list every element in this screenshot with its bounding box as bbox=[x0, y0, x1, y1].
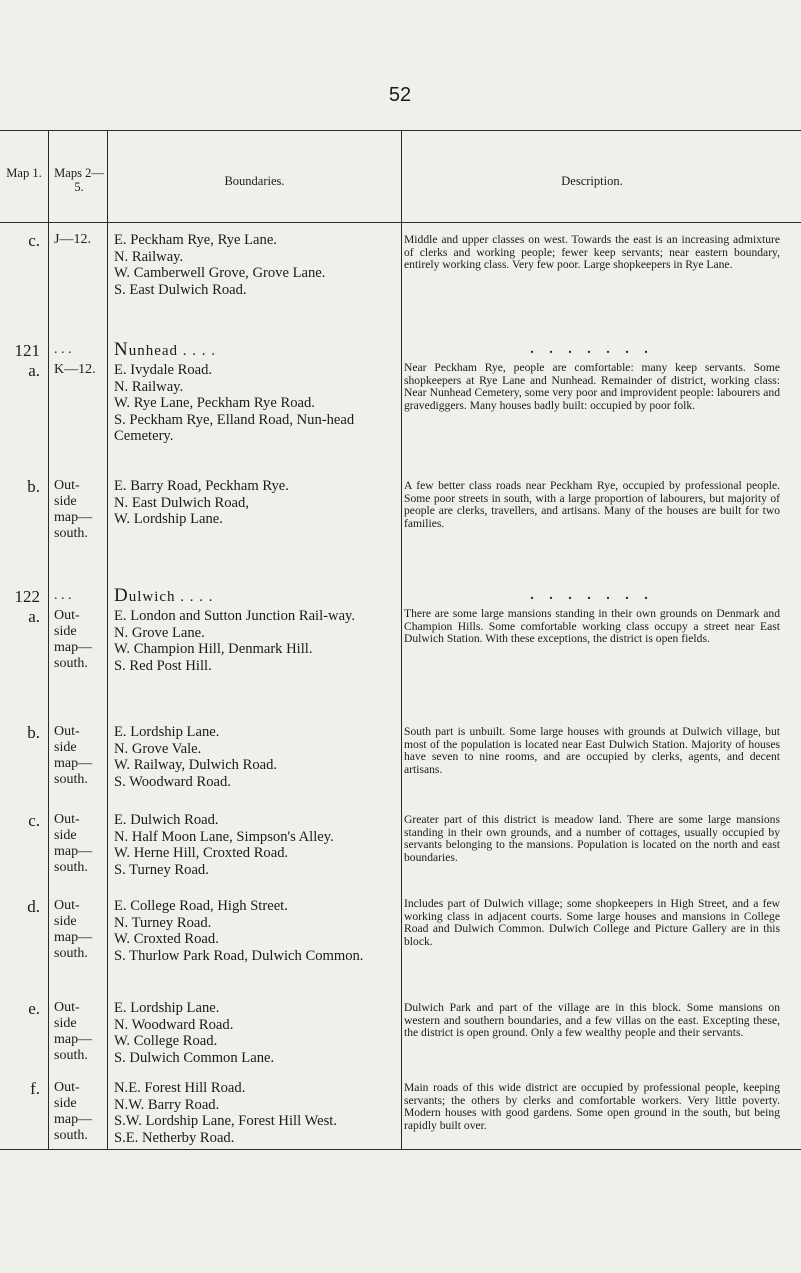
boundary-line: W. Railway, Dulwich Road. bbox=[114, 757, 278, 774]
boundaries-cell bbox=[114, 478, 400, 528]
boundary-line: W. Camberwell Grove, Grove Lane. bbox=[114, 265, 326, 282]
maps-line: . . . bbox=[54, 588, 72, 603]
maps-cell bbox=[54, 342, 108, 358]
maps-line: map— bbox=[54, 844, 93, 859]
map-cell: c. bbox=[28, 811, 40, 830]
maps-line: K—12. bbox=[54, 362, 96, 377]
map-cell: a. bbox=[28, 361, 40, 380]
boundaries-cell bbox=[114, 362, 400, 445]
boundary-line: E. Ivydale Road. bbox=[114, 362, 213, 378]
boundary-line: N. Railway. bbox=[114, 378, 184, 395]
maps-line: map— bbox=[54, 510, 93, 525]
description-cell: South part is unbuilt. Some large houses with grounds at Dulwich village, but most of the population is located near East Dulwich Station. Majority of houses have seven to nine rooms, and are occupied by clerks, agents, and decent artisans. bbox=[404, 725, 780, 776]
maps-cell bbox=[54, 724, 108, 788]
maps-cell bbox=[54, 362, 108, 378]
maps-line: side bbox=[54, 624, 77, 639]
table-bottom-rule bbox=[0, 1149, 801, 1150]
description-cell: . . . . . . . bbox=[530, 588, 654, 603]
boundary-line: S.W. Lordship Lane, Forest Hill West. bbox=[114, 1113, 337, 1130]
maps-line: south. bbox=[54, 1048, 88, 1063]
maps-cell bbox=[54, 1000, 108, 1064]
map-cell: 122 bbox=[14, 587, 40, 606]
maps-line: Out- bbox=[54, 1080, 80, 1095]
maps-line: side bbox=[54, 828, 77, 843]
description-cell: Dulwich Park and part of the village are in this block. Some mansions on western and southern boundaries, and a few villas on the east. Excepting these, the district is open ground. Only a few wealthy people and their servants. bbox=[404, 1001, 780, 1040]
boundaries-cell bbox=[114, 1080, 400, 1146]
maps-cell bbox=[54, 898, 108, 962]
boundary-line: S. Thurlow Park Road, Dulwich Common. bbox=[114, 947, 364, 964]
maps-line: map— bbox=[54, 756, 93, 771]
header-boundaries: Boundaries. bbox=[224, 174, 285, 188]
description-cell: Near Peckham Rye, people are comfortable: many keep servants. Some shopkeepers at Rye Lane and Nunhead. Remainder of district, working class: Near Nunhead Cemetery, some very poor and improvident people: labourers and gravediggers. Many houses badly built: occupied by poor folk. bbox=[404, 361, 780, 412]
boundary-line: N.W. Barry Road. bbox=[114, 1096, 220, 1113]
boundaries-cell bbox=[114, 339, 400, 360]
maps-line: J—12. bbox=[54, 232, 91, 247]
maps-line: side bbox=[54, 1096, 77, 1111]
header-description: Description. bbox=[561, 174, 623, 188]
boundaries-cell bbox=[114, 608, 400, 674]
maps-line: map— bbox=[54, 930, 93, 945]
boundary-line: W. College Road. bbox=[114, 1033, 218, 1050]
maps-line: south. bbox=[54, 526, 88, 541]
boundary-line: N. Grove Vale. bbox=[114, 740, 202, 757]
boundaries-cell bbox=[114, 1000, 400, 1066]
maps-cell bbox=[54, 588, 108, 604]
boundary-line: W. Lordship Lane. bbox=[114, 511, 223, 528]
maps-line: map— bbox=[54, 640, 93, 655]
maps-line: side bbox=[54, 494, 77, 509]
description-cell: There are some large mansions standing in their own grounds on Denmark and Champion Hills. Some comfortable working class occupy a street near East Dulwich Station. With these exceptions, the district is open fields. bbox=[404, 607, 780, 646]
maps-line: Out- bbox=[54, 724, 80, 739]
description-cell: A few better class roads near Peckham Rye, occupied by professional people. Some poor streets in south, with a large proportion of labourers, but majority of people are clerks, travellers, and artisans. Many of the houses are built for two families. bbox=[404, 479, 780, 530]
boundary-line: E. Peckham Rye, Rye Lane. bbox=[114, 232, 277, 248]
page-number: 52 bbox=[388, 84, 412, 106]
boundary-line: E. Lordship Lane. bbox=[114, 724, 220, 740]
boundaries-cell bbox=[114, 724, 400, 790]
map-cell: c. bbox=[28, 231, 40, 250]
description-cell: Greater part of this district is meadow land. There are some large mansions standing in their own grounds, and a number of cottages, usually occupied by servants belonging to the mansions. Population is located on the north and east boundaries. bbox=[404, 813, 780, 864]
column-divider-3 bbox=[401, 130, 402, 1149]
maps-line: south. bbox=[54, 860, 88, 875]
boundary-line: S. Peckham Rye, Elland Road, Nun-head Cemetery. bbox=[114, 411, 355, 445]
maps-line: Out- bbox=[54, 898, 80, 913]
boundary-line: W. Champion Hill, Denmark Hill. bbox=[114, 641, 313, 658]
boundaries-cell bbox=[114, 898, 400, 964]
boundary-line: E. Lordship Lane. bbox=[114, 1000, 220, 1016]
maps-cell bbox=[54, 478, 108, 542]
map-cell: 121 bbox=[14, 341, 40, 360]
maps-line: Out- bbox=[54, 812, 80, 827]
boundary-line: N. Grove Lane. bbox=[114, 624, 205, 641]
map-cell: d. bbox=[27, 897, 40, 916]
maps-cell bbox=[54, 812, 108, 876]
boundary-line: W. Herne Hill, Croxted Road. bbox=[114, 845, 289, 862]
map-cell: f. bbox=[30, 1079, 40, 1098]
boundary-line: N. Railway. bbox=[114, 248, 184, 265]
column-divider-1 bbox=[48, 130, 49, 1149]
maps-line: south. bbox=[54, 1128, 88, 1143]
maps-line: Out- bbox=[54, 478, 80, 493]
boundary-line: E. Barry Road, Peckham Rye. bbox=[114, 478, 289, 494]
maps-cell bbox=[54, 232, 108, 248]
maps-cell bbox=[54, 608, 108, 672]
boundary-line: W. Rye Lane, Peckham Rye Road. bbox=[114, 395, 315, 412]
boundary-line: E. Dulwich Road. bbox=[114, 812, 219, 828]
map-cell: e. bbox=[28, 999, 40, 1018]
maps-line: . . . bbox=[54, 342, 72, 357]
header-map: Map 1. bbox=[6, 166, 42, 180]
boundary-line: S. East Dulwich Road. bbox=[114, 281, 247, 298]
boundary-line: E. College Road, High Street. bbox=[114, 898, 288, 914]
boundary-line: Dulwich . . . . bbox=[114, 585, 214, 606]
maps-cell bbox=[54, 1080, 108, 1144]
description-cell: Main roads of this wide district are occupied by professional people, keeping servants; the others by clerks and comfortable workers. Very little poverty. Modern houses with good gardens. Some open ground in the south, but being rapidly built over. bbox=[404, 1081, 780, 1132]
boundary-line: N.E. Forest Hill Road. bbox=[114, 1080, 246, 1096]
maps-line: south. bbox=[54, 772, 88, 787]
description-cell: . . . . . . . bbox=[530, 342, 654, 357]
maps-line: Out- bbox=[54, 1000, 80, 1015]
header-maps: Maps 2—5. bbox=[54, 166, 104, 194]
boundary-line: S. Dulwich Common Lane. bbox=[114, 1049, 275, 1066]
maps-line: south. bbox=[54, 656, 88, 671]
maps-line: map— bbox=[54, 1112, 93, 1127]
map-cell: b. bbox=[27, 723, 40, 742]
map-cell: a. bbox=[28, 607, 40, 626]
boundary-line: N. Woodward Road. bbox=[114, 1016, 234, 1033]
maps-line: side bbox=[54, 740, 77, 755]
boundary-line: W. Croxted Road. bbox=[114, 931, 219, 948]
map-cell: b. bbox=[27, 477, 40, 496]
boundaries-cell bbox=[114, 812, 400, 878]
boundary-line: S. Woodward Road. bbox=[114, 773, 231, 790]
boundary-line: N. Turney Road. bbox=[114, 914, 212, 931]
boundaries-cell bbox=[114, 232, 400, 298]
maps-line: side bbox=[54, 914, 77, 929]
boundary-line: S. Turney Road. bbox=[114, 861, 209, 878]
boundaries-cell bbox=[114, 585, 400, 606]
description-cell: Includes part of Dulwich village; some shopkeepers in High Street, and a few working class in adjacent courts. Some large houses and mansions in College Road and Dulwich Common. Dulwich College and Picture Gallery are in this block. bbox=[404, 897, 780, 948]
maps-line: map— bbox=[54, 1032, 93, 1047]
boundary-line: N. Half Moon Lane, Simpson's Alley. bbox=[114, 828, 334, 845]
boundary-line: Nunhead . . . . bbox=[114, 339, 217, 360]
boundary-line: N. East Dulwich Road, bbox=[114, 494, 249, 511]
boundary-line: S. Red Post Hill. bbox=[114, 657, 212, 674]
maps-line: Out- bbox=[54, 608, 80, 623]
boundary-line: S.E. Netherby Road. bbox=[114, 1129, 235, 1146]
boundary-line: E. London and Sutton Junction Rail-way. bbox=[114, 608, 356, 624]
maps-line: south. bbox=[54, 946, 88, 961]
description-cell: Middle and upper classes on west. Towards the east is an increasing admixture of clerks and working people; fewer keep servants; near eastern boundary, entirely working class. Very few poor. Large shopkeepers in Rye Lane. bbox=[404, 233, 780, 272]
maps-line: side bbox=[54, 1016, 77, 1031]
